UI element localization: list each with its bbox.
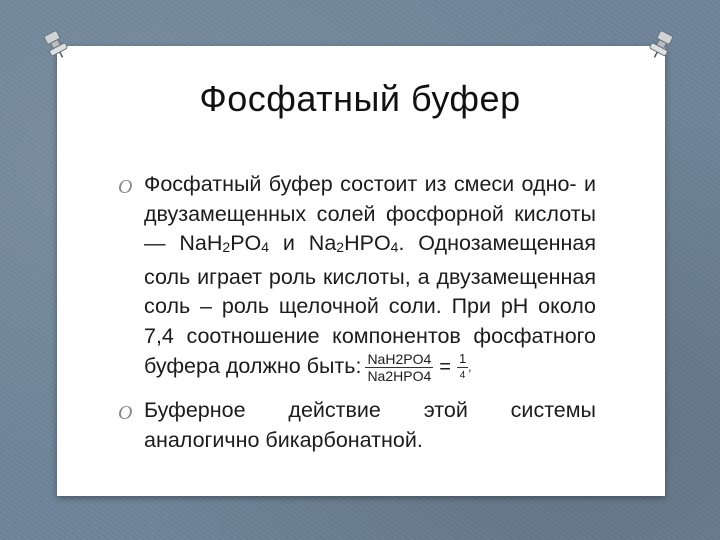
ratio-numerator: 1 <box>458 351 467 366</box>
salt-formula-2 <box>309 231 399 255</box>
ratio-fraction <box>457 351 468 384</box>
salt-subscript: 2 <box>336 239 345 255</box>
bullet-text: Буферное действие этой системы аналогично бикарбонатной. <box>144 398 596 452</box>
connector-text: и <box>269 231 309 255</box>
formula-comma: , <box>468 359 472 374</box>
salt-fraction <box>365 351 433 384</box>
salt-formula-1 <box>179 231 269 255</box>
bullet-text-part: Фосфатный буфер состоит из смеси одно- и двузамещенных солей фосфорной кислоты — <box>144 172 596 255</box>
salt-part: PO <box>230 231 262 255</box>
salt-subscript: 4 <box>261 239 270 255</box>
slide-title: Фосфатный буфер <box>199 78 521 119</box>
fraction-denominator: Na2HPO4 <box>367 368 432 384</box>
ratio-denominator: 4 <box>459 370 466 381</box>
bullet-list <box>118 170 596 455</box>
bullet-marker: O <box>118 176 133 198</box>
equals-sign: = <box>439 355 451 378</box>
salt-part: NaH <box>179 231 223 255</box>
fraction-numerator: NaH2PO4 <box>367 351 432 367</box>
salt-subscript: 4 <box>390 239 399 255</box>
salt-part: HPO <box>344 231 391 255</box>
bullet-item <box>118 396 596 455</box>
bullet-text <box>144 170 596 384</box>
ratio-formula <box>365 351 471 384</box>
salt-subscript: 2 <box>222 239 231 255</box>
salt-part: Na <box>308 231 337 255</box>
bullet-marker: O <box>118 402 133 424</box>
bullet-text-part: . Однозамещенная соль играет роль кислоты, а двузамещенная соль – роль щелочной соли. При pH около 7,4 соотношение компонентов фосфатного буфера должно быть: <box>144 231 596 379</box>
bullet-item <box>118 170 596 384</box>
